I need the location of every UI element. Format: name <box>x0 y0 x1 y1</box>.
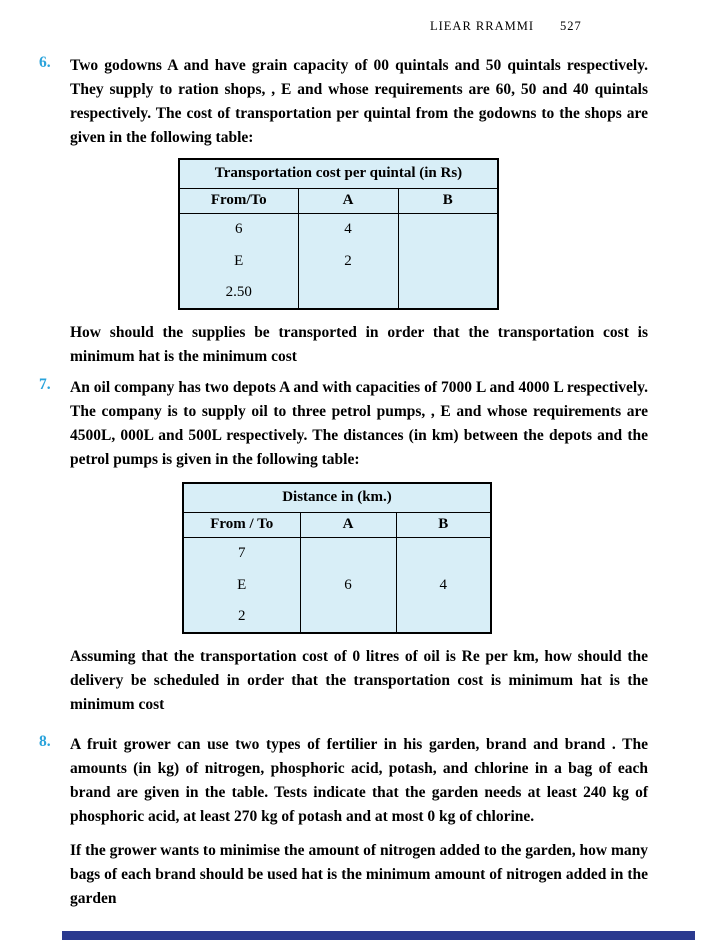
table-title: Distance in (km.) <box>183 483 491 512</box>
table-cell <box>396 537 491 569</box>
table-header-row <box>179 188 498 213</box>
table-header-cell: B <box>396 512 491 537</box>
table-cell: 4 <box>396 569 491 601</box>
table-cell <box>396 601 491 633</box>
table-cell <box>398 245 498 277</box>
problem-8-followup: If the grower wants to minimise the amount of nitrogen added to the garden, how many bags of each brand should be used hat is the minimum amount of nitrogen added in the garden <box>70 842 648 907</box>
table-header-cell: From / To <box>183 512 300 537</box>
table-cell <box>398 277 498 309</box>
table-cell: 6 <box>179 213 298 245</box>
page-number: 527 <box>560 19 582 33</box>
table-title-row <box>183 483 491 512</box>
table-title-row <box>179 159 498 188</box>
problem-6-followup: How should the supplies be transported in order that the transportation cost is minimum hat is the minimum cost <box>70 324 648 365</box>
table-row <box>183 569 491 601</box>
page-header <box>430 19 582 34</box>
distance-table <box>182 482 492 634</box>
problem-8 <box>39 733 648 829</box>
problem-6 <box>39 54 648 150</box>
table-header-cell: A <box>300 512 396 537</box>
table-row <box>183 537 491 569</box>
table-cell: 6 <box>300 569 396 601</box>
table-cell: E <box>179 245 298 277</box>
transportation-cost-table <box>178 158 499 310</box>
table-row <box>179 245 498 277</box>
problem-7 <box>39 376 648 472</box>
table-cell: E <box>183 569 300 601</box>
table-row <box>179 213 498 245</box>
table-cell <box>298 277 398 309</box>
table-cell: 2 <box>298 245 398 277</box>
problem-7-number: 7. <box>39 376 51 393</box>
problem-6-statement: Two godowns A and have grain capacity of 00 quintals and 50 quintals respectively. They supply to ration shops, , E and whose requirements are 60, 50 and 40 quintals respectively. The cost of transportation per quintal from the godowns to the shops are given in the following table: <box>70 57 648 146</box>
table-cell: 7 <box>183 537 300 569</box>
table-cell <box>300 537 396 569</box>
table-cell <box>300 601 396 633</box>
table-cell: 2 <box>183 601 300 633</box>
problem-7-followup: Assuming that the transportation cost of 0 litres of oil is Re per km, how should the delivery be scheduled in order that the transportation cost is minimum hat is the minimum cost <box>70 648 648 713</box>
table-row <box>179 277 498 309</box>
table-header-cell: From/To <box>179 188 298 213</box>
table-title: Transportation cost per quintal (in Rs) <box>179 159 498 188</box>
table-header-cell: A <box>298 188 398 213</box>
running-title: LIEAR RRAMMI <box>430 19 535 33</box>
problem-8-statement: A fruit grower can use two types of fertilier in his garden, brand and brand . The amounts (in kg) of nitrogen, phosphoric acid, potash, and chlorine in a bag of each brand are given in the table. Tests indicate that the garden needs at least 240 kg of phosphoric acid, at least 270 kg of potash and at most 0 kg of chlorine. <box>70 736 648 825</box>
problem-8-number: 8. <box>39 733 51 750</box>
page-content <box>39 54 648 911</box>
footer-bar <box>62 931 695 940</box>
table-header-cell: B <box>398 188 498 213</box>
table-cell <box>398 213 498 245</box>
table-cell: 4 <box>298 213 398 245</box>
table-header-row <box>183 512 491 537</box>
problem-6-number: 6. <box>39 54 51 71</box>
problem-7-statement: An oil company has two depots A and with capacities of 7000 L and 4000 L respectively. The company is to supply oil to three petrol pumps, , E and whose requirements are 4500L, 000L and 500L respectively. The distances (in km) between the depots and the petrol pumps is given in the following table: <box>70 379 648 468</box>
table-cell: 2.50 <box>179 277 298 309</box>
table-row <box>183 601 491 633</box>
